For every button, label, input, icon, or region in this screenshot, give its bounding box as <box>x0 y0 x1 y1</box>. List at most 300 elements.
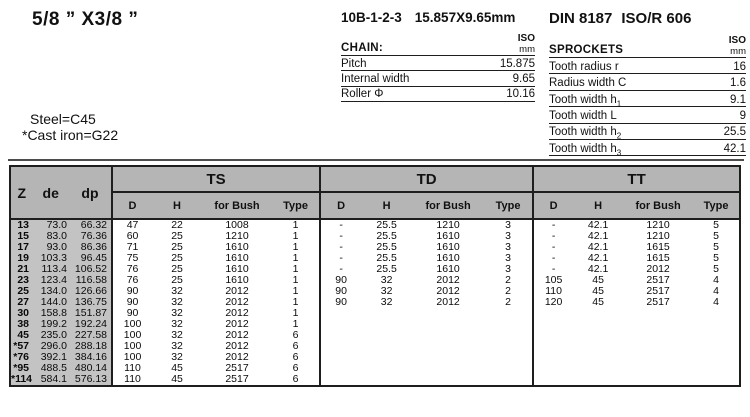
cell-tt-d: - <box>533 253 573 264</box>
chain-table-title: CHAIN: <box>341 42 384 54</box>
cell-de: 73.0 <box>32 219 69 231</box>
cell-ts-type: 1 <box>272 242 320 253</box>
cell-tt-type: 5 <box>693 264 740 275</box>
header-de: de <box>42 184 59 201</box>
standard-code: DIN 8187 <box>549 10 613 27</box>
col-header-td-h: H <box>361 192 412 219</box>
cell-z: 38 <box>10 319 32 330</box>
cell-td-type: 3 <box>484 264 533 275</box>
col-header-ts-d: D <box>112 192 152 219</box>
cell-ts-d: 76 <box>112 275 152 286</box>
standard-title <box>549 10 746 27</box>
cell-td-h: 32 <box>361 275 412 286</box>
steel-note: Steel=C45 <box>30 111 96 127</box>
col-header-tt-d: D <box>533 192 573 219</box>
table-row <box>10 286 740 297</box>
cell-ts-type: 1 <box>272 253 320 264</box>
cell-de: 392.1 <box>32 352 69 363</box>
group-header-row <box>10 166 740 192</box>
cell-ts-for-bush: 1610 <box>202 253 272 264</box>
cell-tt-d <box>533 330 573 341</box>
cell-td-type <box>484 374 533 386</box>
main-table-body <box>10 219 740 386</box>
spec-label-subscript: 2 <box>616 131 622 141</box>
cell-tt-type: 5 <box>693 253 740 264</box>
cell-tt-d <box>533 352 573 363</box>
cell-tt-for-bush <box>623 352 693 363</box>
cell-dp: 151.87 <box>69 308 112 319</box>
cell-ts-h: 32 <box>152 286 202 297</box>
cell-de: 199.2 <box>32 319 69 330</box>
cell-tt-h <box>573 341 623 352</box>
cell-tt-h <box>573 374 623 386</box>
cell-tt-h: 45 <box>573 297 623 308</box>
cell-tt-d <box>533 308 573 319</box>
cell-de: 584.1 <box>32 374 69 386</box>
cell-tt-type: 4 <box>693 286 740 297</box>
cell-tt-d <box>533 319 573 330</box>
cell-ts-for-bush: 2012 <box>202 319 272 330</box>
cell-ts-d: 90 <box>112 308 152 319</box>
cell-td-for-bush <box>412 352 484 363</box>
cell-ts-h: 25 <box>152 242 202 253</box>
spec-label: Roller Φ <box>341 88 384 101</box>
cell-ts-for-bush: 1008 <box>202 219 272 231</box>
spec-label: Pitch <box>341 57 367 70</box>
table-row <box>10 319 740 330</box>
cell-td-d: 90 <box>320 297 361 308</box>
cell-tt-for-bush: 1615 <box>623 253 693 264</box>
cell-ts-type: 1 <box>272 308 320 319</box>
cell-tt-for-bush <box>623 363 693 374</box>
cell-de: 158.8 <box>32 308 69 319</box>
cell-ts-type: 1 <box>272 286 320 297</box>
spec-value: 9.1 <box>730 93 746 106</box>
cell-td-type: 3 <box>484 231 533 242</box>
cell-tt-h <box>573 319 623 330</box>
cell-ts-type: 1 <box>272 297 320 308</box>
cell-z: 13 <box>10 219 32 231</box>
cell-td-d <box>320 319 361 330</box>
cell-td-type: 2 <box>484 275 533 286</box>
spec-value: 16 <box>733 60 746 73</box>
cell-td-for-bush <box>412 319 484 330</box>
cell-ts-type: 1 <box>272 264 320 275</box>
chain-spec-block <box>341 10 535 102</box>
cell-td-h: 32 <box>361 297 412 308</box>
spec-row <box>341 71 535 86</box>
cell-td-for-bush <box>412 363 484 374</box>
cell-ts-d: 110 <box>112 374 152 386</box>
cell-tt-for-bush: 1210 <box>623 219 693 231</box>
cell-tt-for-bush <box>623 374 693 386</box>
cell-td-type: 3 <box>484 242 533 253</box>
unit-label: mm <box>730 45 746 57</box>
cell-tt-for-bush <box>623 330 693 341</box>
cell-td-d: - <box>320 253 361 264</box>
table-row <box>10 341 740 352</box>
table-row <box>10 330 740 341</box>
cell-ts-h: 32 <box>152 308 202 319</box>
cell-ts-for-bush: 2012 <box>202 286 272 297</box>
group-header-ts: TS <box>112 166 320 192</box>
cell-ts-d: 100 <box>112 352 152 363</box>
sprockets-table-title: SPROCKETS <box>549 44 624 56</box>
cell-ts-d: 100 <box>112 319 152 330</box>
cell-td-type <box>484 363 533 374</box>
cell-ts-for-bush: 1610 <box>202 242 272 253</box>
col-header-td-d: D <box>320 192 361 219</box>
col-header-ts-bush: for Bush <box>202 192 272 219</box>
spec-label-subscript: 3 <box>616 148 622 158</box>
cell-tt-type: 5 <box>693 242 740 253</box>
chain-table <box>341 33 535 102</box>
cell-tt-d <box>533 374 573 386</box>
standard-ref: ISO/R 606 <box>621 10 692 27</box>
cell-dp: 136.75 <box>69 297 112 308</box>
spec-value: 1.6 <box>730 77 746 90</box>
cell-tt-for-bush <box>623 308 693 319</box>
cell-ts-d: 100 <box>112 330 152 341</box>
cell-tt-d: - <box>533 264 573 275</box>
sprockets-units <box>729 36 746 56</box>
cell-td-d: - <box>320 242 361 253</box>
cell-tt-h: 42.1 <box>573 219 623 231</box>
spec-label-subscript: 1 <box>616 98 622 108</box>
table-row <box>10 297 740 308</box>
cell-tt-h: 42.1 <box>573 231 623 242</box>
cell-de: 113.4 <box>32 264 69 275</box>
cell-td-h: 25.5 <box>361 253 412 264</box>
unit-system-label: ISO <box>517 33 535 44</box>
chain-title <box>341 10 535 25</box>
cell-td-type: 2 <box>484 297 533 308</box>
cell-td-type <box>484 319 533 330</box>
sprockets-table-header <box>549 35 746 58</box>
cell-ts-d: 76 <box>112 264 152 275</box>
spec-row <box>549 124 746 140</box>
cell-td-for-bush: 2012 <box>412 297 484 308</box>
cell-z: *57 <box>10 341 32 352</box>
spec-row <box>549 74 746 90</box>
cell-td-d: - <box>320 219 361 231</box>
col-header-ts-type: Type <box>272 192 320 219</box>
cell-td-d: 90 <box>320 275 361 286</box>
cell-dp: 76.36 <box>69 231 112 242</box>
cell-ts-type: 1 <box>272 319 320 330</box>
cell-tt-d: 105 <box>533 275 573 286</box>
cell-z: 17 <box>10 242 32 253</box>
cell-tt-h <box>573 363 623 374</box>
cell-tt-h: 45 <box>573 286 623 297</box>
cell-dp: 106.52 <box>69 264 112 275</box>
cell-td-for-bush: 1610 <box>412 242 484 253</box>
cell-tt-type <box>693 374 740 386</box>
main-table-wrap <box>9 165 741 387</box>
cell-tt-type: 5 <box>693 231 740 242</box>
cell-de: 83.0 <box>32 231 69 242</box>
cell-td-type <box>484 352 533 363</box>
cell-dp: 96.45 <box>69 253 112 264</box>
table-row <box>10 308 740 319</box>
cell-td-d <box>320 330 361 341</box>
cell-td-for-bush <box>412 330 484 341</box>
cell-ts-h: 45 <box>152 363 202 374</box>
cell-td-h <box>361 341 412 352</box>
col-header-tt-h: H <box>573 192 623 219</box>
sub-header-row <box>10 192 740 219</box>
cell-ts-for-bush: 2012 <box>202 297 272 308</box>
cell-td-for-bush: 1610 <box>412 253 484 264</box>
table-row <box>10 363 740 374</box>
cell-td-d: 90 <box>320 286 361 297</box>
cell-dp: 126.66 <box>69 286 112 297</box>
spec-label: Tooth radius r <box>549 60 619 73</box>
cell-ts-type: 1 <box>272 231 320 242</box>
cell-tt-h <box>573 308 623 319</box>
cell-dp: 192.24 <box>69 319 112 330</box>
table-row <box>10 264 740 275</box>
cell-td-for-bush: 1210 <box>412 219 484 231</box>
cell-td-d <box>320 352 361 363</box>
spec-row <box>341 56 535 71</box>
cell-tt-type <box>693 341 740 352</box>
cell-tt-type: 4 <box>693 297 740 308</box>
cell-tt-type: 5 <box>693 219 740 231</box>
cell-td-type: 2 <box>484 286 533 297</box>
cell-td-for-bush <box>412 341 484 352</box>
cell-z: *95 <box>10 363 32 374</box>
cell-ts-h: 25 <box>152 275 202 286</box>
cell-td-h <box>361 363 412 374</box>
cell-dp: 384.16 <box>69 352 112 363</box>
cell-ts-d: 90 <box>112 297 152 308</box>
group-header-td: TD <box>320 166 533 192</box>
cell-tt-h <box>573 330 623 341</box>
cell-de: 144.0 <box>32 297 69 308</box>
cell-tt-h: 42.1 <box>573 242 623 253</box>
horizontal-rule <box>8 159 744 161</box>
cell-tt-for-bush: 1615 <box>623 242 693 253</box>
sprockets-spec-block <box>549 10 746 156</box>
cell-ts-h: 25 <box>152 253 202 264</box>
cell-de: 134.0 <box>32 286 69 297</box>
cell-tt-for-bush <box>623 341 693 352</box>
table-row <box>10 374 740 386</box>
cell-z: *114 <box>11 374 32 385</box>
cell-td-h <box>361 319 412 330</box>
spec-label: Tooth width $h_3$ <box>549 142 622 158</box>
cell-tt-for-bush: 2517 <box>623 297 693 308</box>
sprocket-data-table <box>9 165 741 387</box>
cell-td-type <box>484 341 533 352</box>
cell-tt-d: - <box>533 219 573 231</box>
cell-tt-h <box>573 352 623 363</box>
cell-td-h: 25.5 <box>361 264 412 275</box>
cell-td-for-bush: 1610 <box>412 264 484 275</box>
cell-ts-h: 32 <box>152 341 202 352</box>
chain-table-header <box>341 33 535 56</box>
chain-code: 10B-1-2-3 <box>341 10 402 25</box>
cell-dp: 227.58 <box>69 330 112 341</box>
cell-dp: 116.58 <box>69 275 112 286</box>
cell-dp: 288.18 <box>69 341 112 352</box>
cell-ts-d: 47 <box>112 219 152 231</box>
spec-label: Internal width <box>341 73 410 86</box>
cell-tt-d <box>533 363 573 374</box>
cell-tt-type <box>693 319 740 330</box>
table-row <box>10 219 740 231</box>
cell-ts-h: 32 <box>152 352 202 363</box>
cell-ts-h: 32 <box>152 330 202 341</box>
cell-td-d <box>320 374 361 386</box>
cell-tt-for-bush <box>623 319 693 330</box>
col-header-tt-type: Type <box>693 192 740 219</box>
cell-td-h: 25.5 <box>361 219 412 231</box>
corner-header <box>10 166 112 219</box>
col-header-td-type: Type <box>484 192 533 219</box>
cell-ts-h: 32 <box>152 297 202 308</box>
cell-tt-type <box>693 352 740 363</box>
cell-dp: 86.36 <box>69 242 112 253</box>
cell-tt-h: 42.1 <box>573 253 623 264</box>
cell-ts-for-bush: 2517 <box>202 363 272 374</box>
unit-system-label: ISO <box>728 35 746 46</box>
cell-dp: 66.32 <box>69 219 112 231</box>
cell-de: 103.3 <box>32 253 69 264</box>
cell-td-d <box>320 363 361 374</box>
cell-tt-for-bush: 2012 <box>623 264 693 275</box>
cell-ts-d: 75 <box>112 253 152 264</box>
cell-tt-type: 4 <box>693 275 740 286</box>
spec-label: Tooth width $h_1$ <box>549 93 622 108</box>
cell-ts-for-bush: 1210 <box>202 231 272 242</box>
cell-de: 93.0 <box>32 242 69 253</box>
cell-ts-for-bush: 2012 <box>202 308 272 319</box>
cell-ts-d: 90 <box>112 286 152 297</box>
chain-size: 15.857X9.65mm <box>414 10 516 25</box>
cell-tt-d: 110 <box>533 286 573 297</box>
spec-value: 9.65 <box>512 73 535 86</box>
cell-z: 15 <box>10 231 32 242</box>
col-header-tt-bush: for Bush <box>623 192 693 219</box>
cell-td-h: 25.5 <box>361 242 412 253</box>
cell-td-h <box>361 330 412 341</box>
unit-label: mm <box>519 43 535 55</box>
table-row <box>10 231 740 242</box>
table-row <box>10 242 740 253</box>
cell-dp: 576.13 <box>69 374 112 386</box>
cell-td-for-bush <box>412 374 484 386</box>
cell-tt-d: - <box>533 242 573 253</box>
cell-ts-d: 110 <box>112 363 152 374</box>
spec-value: 9 <box>739 110 746 123</box>
cell-ts-type: 6 <box>272 352 320 363</box>
chain-units <box>518 34 535 54</box>
cell-td-h <box>361 352 412 363</box>
chain-table-rows <box>341 56 535 102</box>
spec-value: 42.1 <box>723 142 746 155</box>
cell-ts-d: 100 <box>112 341 152 352</box>
cell-ts-h: 32 <box>152 319 202 330</box>
cell-tt-d: - <box>533 231 573 242</box>
cell-td-type <box>484 330 533 341</box>
cell-ts-type: 6 <box>272 341 320 352</box>
cell-ts-h: 25 <box>152 264 202 275</box>
table-row <box>10 253 740 264</box>
page-title: 5/8 ” X3/8 ” <box>32 9 139 30</box>
header-z: Z <box>17 184 27 201</box>
spec-label: Tooth width $h_2$ <box>549 126 622 141</box>
group-header-tt: TT <box>533 166 740 192</box>
cell-z: 45 <box>10 330 32 341</box>
header-dp: dp <box>81 184 99 201</box>
cell-z: 25 <box>10 286 32 297</box>
spec-label: Radius width C <box>549 77 627 90</box>
cell-td-for-bush <box>412 308 484 319</box>
spec-row <box>549 107 746 123</box>
spec-value: 10.16 <box>506 88 535 101</box>
col-header-ts-h: H <box>152 192 202 219</box>
cell-ts-for-bush: 2012 <box>202 352 272 363</box>
spec-row <box>549 91 746 107</box>
cell-td-h <box>361 308 412 319</box>
cell-td-type <box>484 308 533 319</box>
cell-td-h: 32 <box>361 286 412 297</box>
cell-z: *76 <box>10 352 32 363</box>
cell-ts-type: 6 <box>272 330 320 341</box>
cell-td-d: - <box>320 264 361 275</box>
cell-ts-for-bush: 2012 <box>202 330 272 341</box>
cell-tt-for-bush: 1210 <box>623 231 693 242</box>
cell-ts-h: 25 <box>152 231 202 242</box>
spec-value: 15.875 <box>499 57 535 70</box>
cell-tt-d <box>533 341 573 352</box>
spec-row <box>341 87 535 102</box>
cell-z: 19 <box>10 253 32 264</box>
cell-ts-for-bush: 2517 <box>202 374 272 386</box>
cell-td-for-bush: 1610 <box>412 231 484 242</box>
spec-value: 25.5 <box>723 126 746 139</box>
cell-ts-for-bush: 1610 <box>202 264 272 275</box>
cell-ts-type: 6 <box>272 374 320 386</box>
cell-tt-h: 42.1 <box>573 264 623 275</box>
cell-ts-type: 1 <box>272 275 320 286</box>
cell-z: 23 <box>10 275 32 286</box>
spec-row <box>549 58 746 74</box>
table-row <box>10 275 740 286</box>
cell-td-d <box>320 341 361 352</box>
cell-td-type: 3 <box>484 253 533 264</box>
cell-tt-type <box>693 308 740 319</box>
cell-tt-for-bush: 2517 <box>623 275 693 286</box>
cell-de: 235.0 <box>32 330 69 341</box>
cell-td-d <box>320 308 361 319</box>
spec-row <box>549 140 746 156</box>
corner-header-labels <box>11 185 111 201</box>
cell-tt-for-bush: 2517 <box>623 286 693 297</box>
cell-de: 123.4 <box>32 275 69 286</box>
cell-tt-h: 45 <box>573 275 623 286</box>
cell-td-type: 3 <box>484 219 533 231</box>
cell-td-d: - <box>320 231 361 242</box>
cell-ts-h: 22 <box>152 219 202 231</box>
cell-de: 296.0 <box>32 341 69 352</box>
cell-ts-h: 45 <box>152 374 202 386</box>
cell-td-h: 25.5 <box>361 231 412 242</box>
cell-td-h <box>361 374 412 386</box>
cell-td-for-bush: 2012 <box>412 275 484 286</box>
